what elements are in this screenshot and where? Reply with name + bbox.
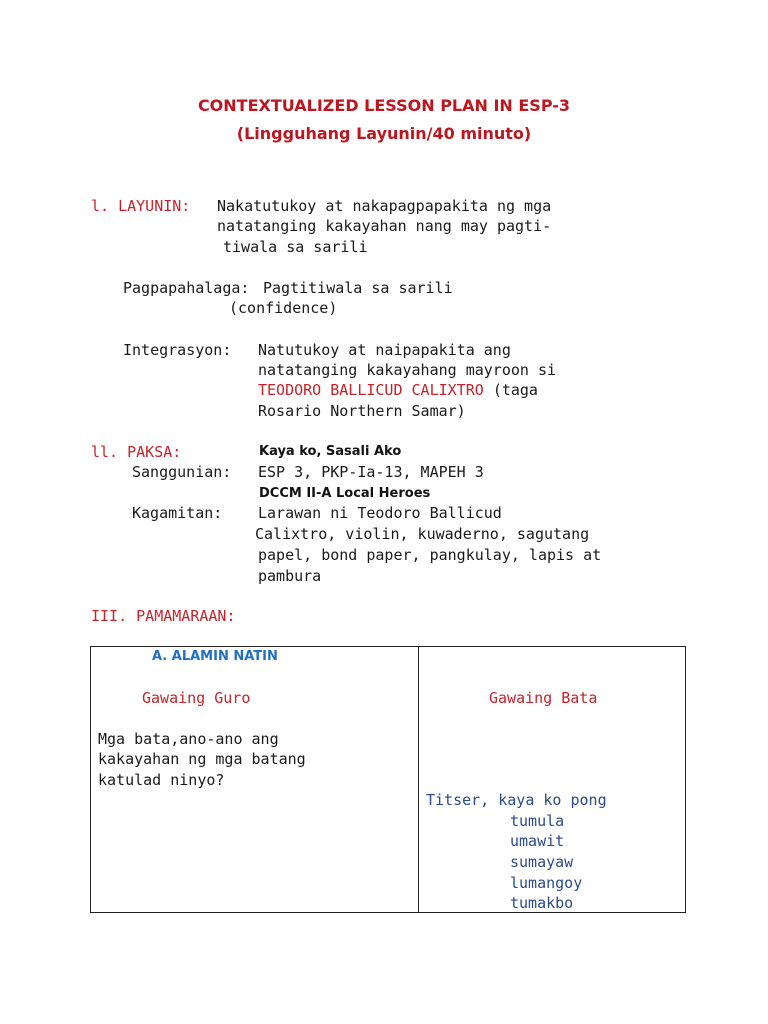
- integrasyon-line-2: natatanging kakayahang mayroon si: [258, 361, 557, 379]
- pagpapahalaga-label: Pagpapahalaga:: [123, 279, 250, 297]
- table-column-divider: [418, 646, 419, 913]
- bata-answer-item: lumangoy: [510, 874, 583, 892]
- kagamitan-line-2: Calixtro, violin, kuwaderno, sagutang: [255, 525, 590, 543]
- pagpapahalaga-line-1: Pagtitiwala sa sarili: [263, 279, 453, 297]
- gawaing-bata-header: Gawaing Bata: [489, 689, 598, 707]
- guro-question-line-1: Mga bata,ano-ano ang: [98, 730, 279, 748]
- integrasyon-line-4: Rosario Northern Samar): [258, 402, 466, 420]
- integrasyon-line-3-rest: (taga: [492, 381, 538, 399]
- bata-answer-item: sumayaw: [510, 853, 574, 871]
- pamamaraan-label: III. PAMAMARAAN:: [91, 607, 236, 625]
- gawaing-guro-header: Gawaing Guro: [142, 689, 251, 707]
- paksa-label: ll. PAKSA:: [91, 443, 182, 461]
- hero-name: TEODORO BALLICUD CALIXTRO: [258, 381, 484, 399]
- guro-question-line-3: katulad ninyo?: [98, 771, 225, 789]
- layunin-label: l. LAYUNIN:: [91, 197, 191, 215]
- integrasyon-label: Integrasyon:: [123, 341, 232, 359]
- layunin-line-1: Nakatutukoy at nakapagpapakita ng mga: [217, 197, 552, 215]
- kagamitan-line-3: papel, bond paper, pangkulay, lapis at: [258, 546, 602, 564]
- integrasyon-line-1: Natutukoy at naipapakita ang: [258, 341, 511, 359]
- integrasyon-line-3: [258, 380, 538, 400]
- bata-answer-item: tumakbo: [510, 894, 574, 912]
- sanggunian-extra: DCCM II-A Local Heroes: [259, 486, 431, 501]
- document-title: CONTEXTUALIZED LESSON PLAN IN ESP-3: [197, 96, 571, 115]
- pagpapahalaga-line-2: (confidence): [229, 299, 338, 317]
- document-subtitle: (Lingguhang Layunin/40 minuto): [236, 124, 532, 143]
- kagamitan-line-1: Larawan ni Teodoro Ballicud: [258, 504, 502, 522]
- sanggunian-value: ESP 3, PKP-Ia-13, MAPEH 3: [258, 463, 484, 481]
- kagamitan-line-4: pambura: [258, 567, 322, 585]
- kagamitan-label: Kagamitan:: [132, 504, 223, 522]
- guro-question-line-2: kakayahan ng mga batang: [98, 750, 306, 768]
- bata-answer-item: umawit: [510, 832, 565, 850]
- sanggunian-label: Sanggunian:: [132, 463, 232, 481]
- bata-answer-line-1: Titser, kaya ko pong: [426, 791, 607, 809]
- bata-answer-item: tumula: [510, 812, 565, 830]
- layunin-line-3: tiwala sa sarili: [223, 238, 368, 256]
- alamin-natin-heading: A. ALAMIN NATIN: [152, 649, 278, 664]
- layunin-line-2: natatanging kakayahan nang may pagti-: [217, 217, 552, 235]
- paksa-topic: Kaya ko, Sasali Ako: [259, 444, 402, 459]
